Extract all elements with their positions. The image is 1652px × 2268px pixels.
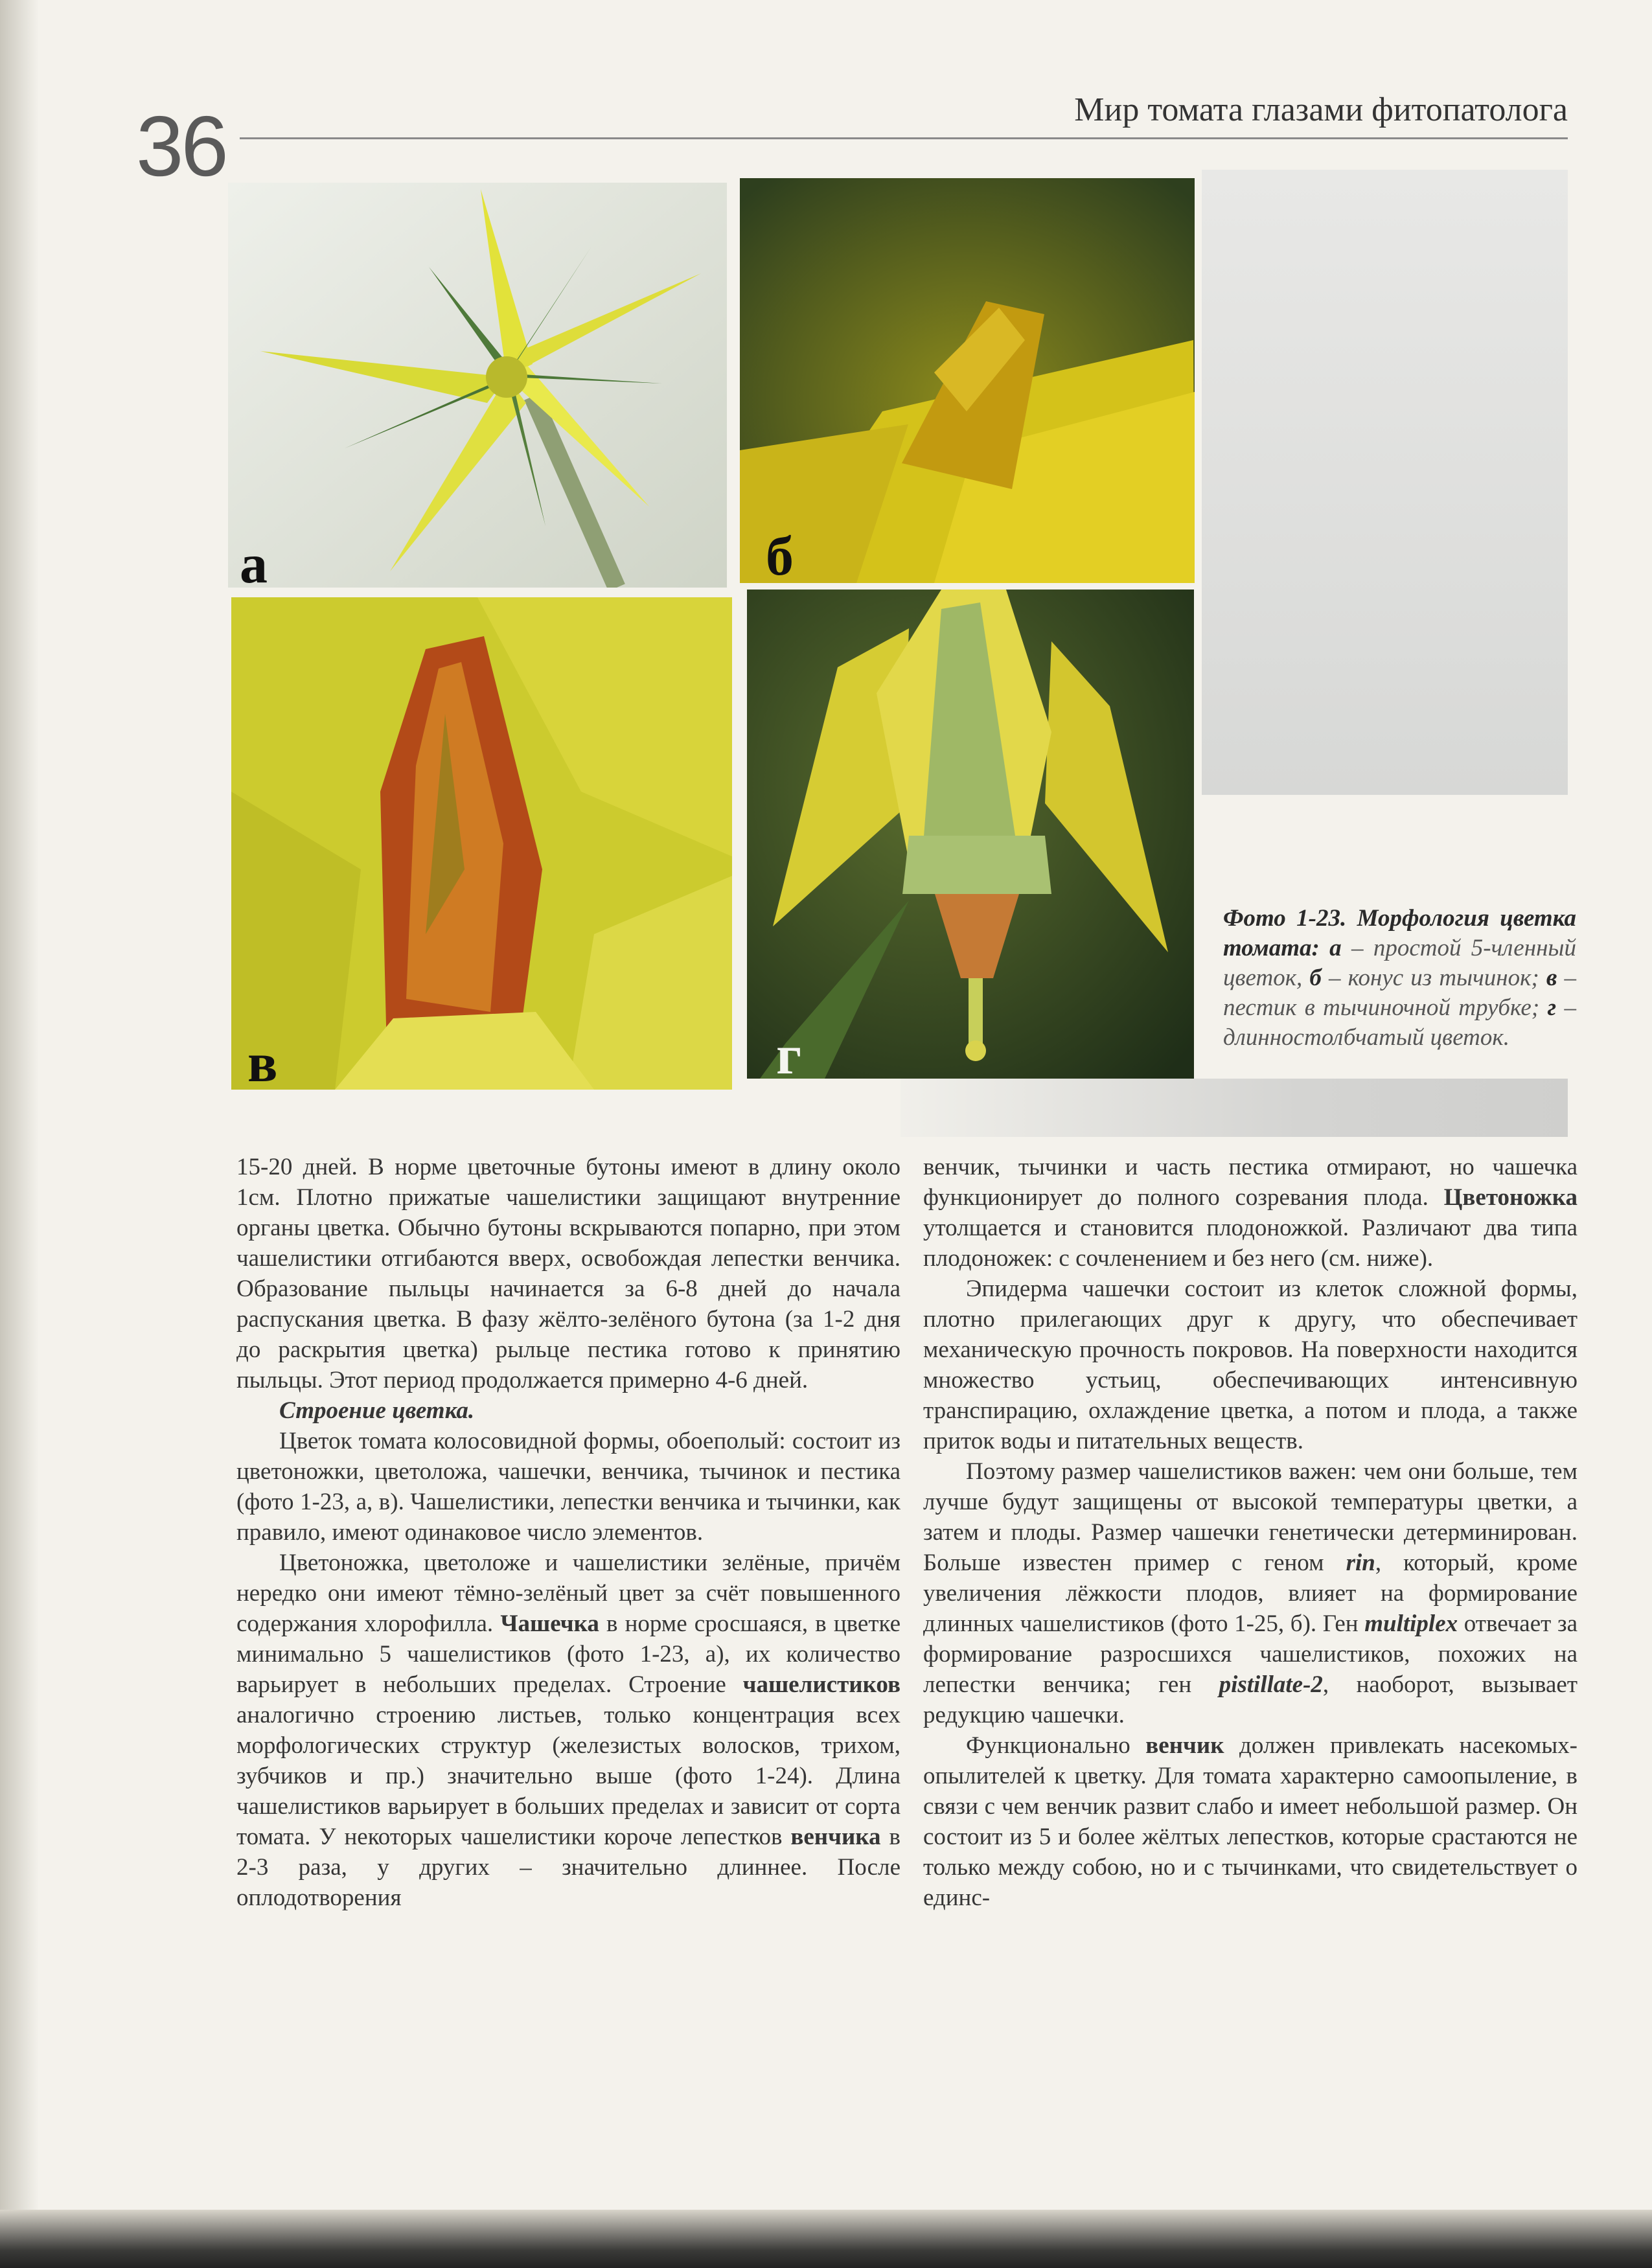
- paragraph: Поэтому размер чашелистиков важен: чем они больше, тем лучше будут защищены от высокой температуры цветки, а затем и плоды. Размер чашечки генетически детерминирован. Больше известен пример с геном rin, который, кроме увеличения лёжкости плодов, влияет на формирование длинных чашелистиков (фото 1-25, б). Ген multiplex отвечает за формирование разросшихся чашелистиков, похожих на лепестки венчика; ген pistillate-2, наоборот, вызывает редукцию чашечки.: [923, 1458, 1578, 1728]
- paragraph: Цветоножка, цветоложе и чашелистики зелёные, причём нередко они имеют тёмно-зелёный цвет за счёт повышенного содержания хлорофилла. Чашечка в норме сросшаяся, в цветке минимально 5 чашелистиков (фото 1-23, а), их количество варьирует в небольших пределах. Строение чашелистиков аналогично строению листьев, только концентрация всех морфологических структур (железистых волосков, трихом, зубчиков и пр.) значительно выше (фото 1-24). Длина чашелистиков варьирует в больших пределах и зависит от сорта томата. У некоторых чашелистики короче лепестков венчика в 2-3 раза, у других – значительно длиннее. После оплодотворения: [236, 1550, 901, 1911]
- left-column: [236, 1152, 901, 1913]
- paragraph: Функционально венчик должен привлекать насекомых-опылителей к цветку. Для томата характерно самоопыление, в связи с чем венчик развит слабо и имеет небольшой размер. Он состоит из 5 и более жёлтых лепестков, которые срастаются не только между собою, но и с тычинками, что свидетельствует о единс-: [923, 1732, 1577, 1911]
- photo-b-label: б: [766, 525, 794, 583]
- photo-caption: Фото 1-23. Морфология цветка томата: а – простой 5-членный цветок, б – конус из тычинок; в – пестик в тычиночной трубке; г – длинностолбчатый цветок.: [1223, 905, 1576, 1051]
- photo-v-pistil-in-tube: [231, 597, 732, 1090]
- photo-b-stamen-cone: [740, 178, 1195, 583]
- page-bottom-edge: [0, 2210, 1652, 2268]
- right-column: [923, 1152, 1577, 1913]
- page-number: 36: [136, 98, 226, 194]
- page-gutter-shadow: [0, 0, 39, 2268]
- section-subheading: Строение цветка.: [279, 1397, 475, 1424]
- header-rule: [240, 137, 1568, 139]
- paragraph: Эпидерма чашечки состоит из клеток сложной формы, плотно прилегающих друг к другу, что обеспечивает механическую прочность покровов. На поверхности находится множество устьиц, обеспечивающих интенсивную транспирацию, охлаждение цветка, а потом и плода, а также приток воды и питательных веществ.: [923, 1276, 1577, 1454]
- running-head: Мир томата глазами фитопатолога: [1074, 91, 1568, 128]
- background-panel: [1202, 170, 1568, 795]
- paragraph: 15-20 дней. В норме цветочные бутоны имеют в длину около 1см. Плотно прижатые чашелистики защищают внутренние органы цветка. Обычно бутоны вскрываются попарно, при этом чашелистики отгибаются вверх, освобождая лепестки венчика. Образование пыльцы начинается за 6-8 дней до начала распускания цветка. В фазу жёлто-зелёного бутона (за 1-2 дня до раскрытия цветка) рыльце пестика готово к принятию пыльцы. Этот период продолжается примерно 4-6 дней.: [236, 1154, 901, 1393]
- photo-g-label: г: [776, 1024, 802, 1079]
- caption-title: Фото 1-23. Морфология цветка томата:: [1223, 905, 1576, 961]
- photo-a-label: а: [240, 533, 268, 588]
- paragraph: Цветок томата колосовидной формы, обоеполый: состоит из цветоножки, цветоложа, чашечки, венчика, тычинок и пестика (фото 1-23, а, в). Чашелистики, лепестки венчика и тычинки, как правило, имеют одинаковое число элементов.: [236, 1428, 901, 1546]
- photo-g-long-style-flower: [747, 590, 1194, 1079]
- paragraph: венчик, тычинки и часть пестика отмирают, но чашечка функционирует до полного созревания плода. Цветоножка утолщается и становится плодоножкой. Различают два типа плодоножек: с сочленением и без него (см. ниже).: [923, 1154, 1577, 1272]
- photo-v-label: в: [247, 1031, 278, 1090]
- photo-a-simple-flower: [228, 183, 727, 588]
- background-strip: [901, 1079, 1568, 1137]
